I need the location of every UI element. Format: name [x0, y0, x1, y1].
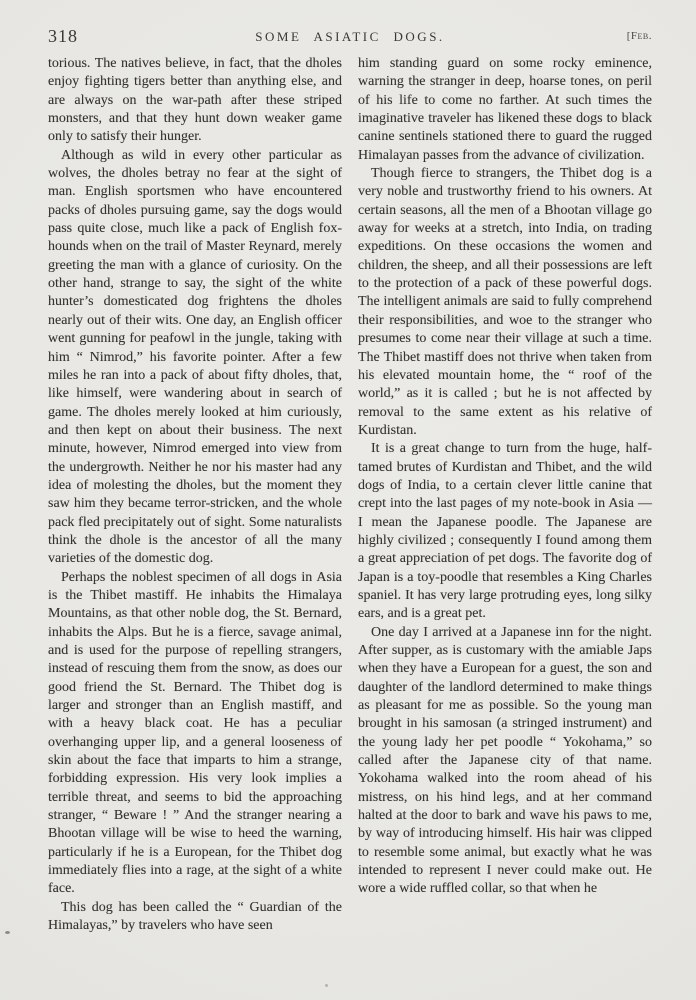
paragraph: One day I arrived at a Japanese inn for the night. After supper, as is customary with the amiable Japs when they have a European for a guest, the son and daughter of the landlord determined to make things as pleasant for me as possible. So the young man brought in his samosan (a stringed instrument) and the young lady her pet poodle “ Yokohama,” so called after the Japanese city of that name. Yokohama walked into the room ahead of his mistress, on his hind legs, and at her command halted at the door to bark and wave his paws to me, by way of introducing himself. His hair was clipped to resemble some animal, but exactly what he was intended to represent I never could make out. He wore a wide ruffled collar, so that when he [358, 624, 652, 897]
text-block [48, 55, 652, 936]
issue-label: [Feb. [626, 30, 652, 42]
paragraph: Perhaps the noblest specimen of all dogs in Asia is the Thibet mastiff. He inhabits the Himalaya Mountains, as that other noble dog, the St. Bernard, inhabits the Alps. But he is a fierce, savage animal, and is used for the purpose of repelling strangers, instead of rescuing them from the snow, as does our good friend the St. Bernard. The Thibet dog is larger and stronger than an English mastiff, and with a heavy black coat. He has a peculiar overhanging upper lip, and a general looseness of skin about the face that imparts to him a strange, forbidding expression. His very look implies a terrible threat, and seems to bid the approaching stranger, “ Beware ! ” And the stranger nearing a Bhootan village will be wise to heed the warning, particularly if he is a European, for the Thibet dog immediately flies into a rage, at the sight of a white face. [48, 569, 342, 897]
page-number: 318 [48, 26, 78, 46]
running-header [48, 26, 652, 48]
paragraph: Though fierce to strangers, the Thibet dog is a very noble and trustworthy friend to his owners. At certain seasons, all the men of a Bhootan village go away for weeks at a stretch, into India, on trading expeditions. On these occasions the women and children, the sheep, and all their possessions are left to the protection of a pack of these powerful dogs. The intelligent animals are said to fully comprehend their responsibilities, and woe to the stranger who presumes to come near their village at such a time. The Thibet mastiff does not thrive when taken from his elevated mountain home, the “ roof of the world,” as it is called ; but he is not affected by removal to the same extent as his relative of Kurdistan. [358, 166, 652, 438]
paragraph: him standing guard on some rocky eminence, warning the stranger in deep, hoarse tones, on peril of his life to come no farther. At such times the imaginative traveler has likened these dogs to black canine sentinels stationed there to guard the rugged Himalayan passes from the advance of civilization. [358, 56, 652, 163]
paragraph: torious. The natives believe, in fact, that the dholes enjoy fighting tigers better than anything else, and are always on the war-path after these striped monsters, and that they hunt down weaker game only to satisfy their hunger. [48, 56, 342, 145]
column-left [48, 55, 342, 936]
paragraph: This dog has been called the “ Guardian of the Himalayas,” by travelers who have seen [48, 899, 342, 934]
running-title: SOME ASIATIC DOGS. [255, 29, 445, 44]
paragraph: It is a great change to turn from the huge, half-tamed brutes of Kurdistan and Thibet, and the wild dogs of India, to a certain clever little canine that crept into the last pages of my note-book in Asia — I mean the Japanese poodle. The Japanese are highly civilized ; consequently I found among them a great appreciation of pet dogs. The favorite dog of Japan is a toy-poodle that resembles a King Charles spaniel. It has very large protruding eyes, long silky ears, and is a great pet. [358, 441, 652, 622]
paragraph: Although as wild in every other particular as wolves, the dholes betray no fear at the sight of man. English sportsmen who have encountered packs of dholes pursuing game, say the dogs would pass quite close, much like a pack of English fox-hounds when on the trail of Master Reynard, merely greeting the man with a glance of curiosity. On the other hand, strange to say, the sight of the white hunter’s domesticated dog frightens the dholes nearly out of their wits. One day, an English officer went gunning for peafowl in the jungle, taking with him “ Nimrod,” his favorite pointer. After a few miles he ran into a pack of about fifty dholes, that, like himself, were wandering about in search of game. The dholes merely looked at him curiously, and then kept on about their business. The next minute, however, Nimrod emerged into view from the undergrowth. Neither he nor his master had any idea of molesting the dholes, but the moment they saw him they became terror-stricken, and the whole pack fled precipitately out of sight. Some naturalists think the dhole is the ancestor of all the many varieties of the domestic dog. [48, 147, 342, 567]
column-right [358, 55, 652, 936]
scan-speck [325, 984, 328, 987]
scan-speck [5, 931, 10, 934]
